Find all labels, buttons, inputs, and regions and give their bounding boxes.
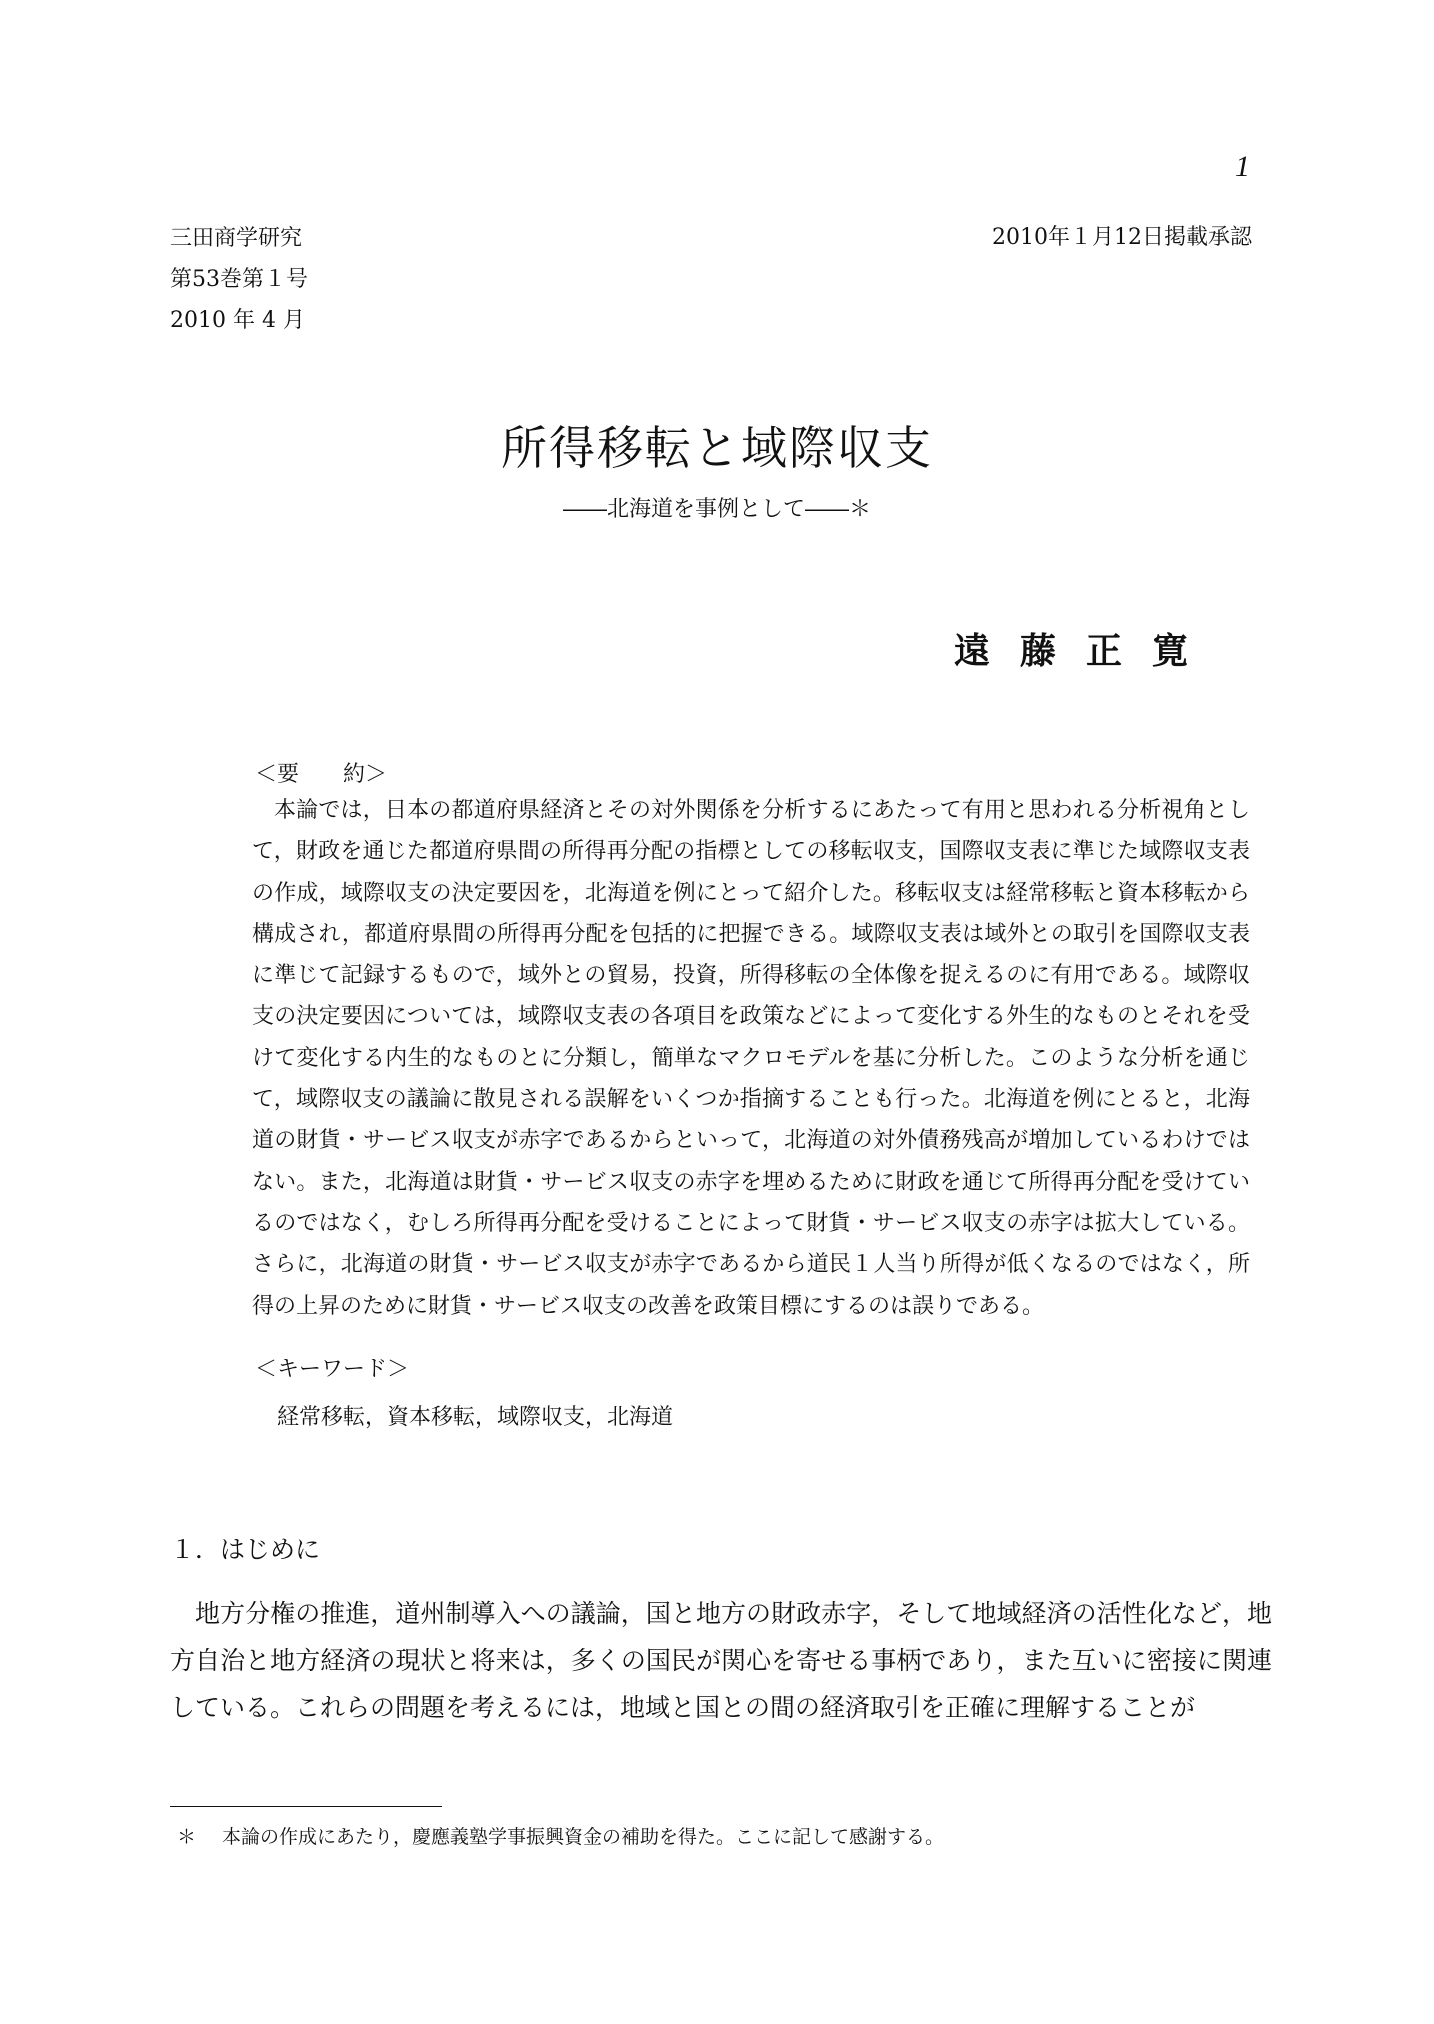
author-name: 遠藤正寛 xyxy=(953,630,1218,672)
abstract-body: 本論では，日本の都道府県経済とその対外関係を分析するにあたって有用と思われる分析視角として，財政を通じた都道府県間の所得再分配の指標としての移転収支，国際収支表に準じた域際収支表の作成，域際収支の決定要因を，北海道を例にとって紹介した。移転収支は経常移転と資本移転から構成され，都道府県間の所得再分配を包括的に把握できる。域際収支表は域外との取引を国際収支表に準じて記録するもので，域外との貿易，投資，所得移転の全体像を捉えるのに有用である。域際収支の決定要因については，域際収支表の各項目を政策などによって変化する外生的なものとそれを受けて変化する内生的なものとに分類し，簡単なマクロモデルを基に分析した。このような分析を通じて，域際収支の議論に散見される誤解をいくつか指摘することも行った。北海道を例にとると，北海道の財貨・サービス収支が赤字であるからといって，北海道の対外債務残高が増加しているわけではない。また，北海道は財貨・サービス収支の赤字を埋めるために財政を通じて所得再分配を受けているのではなく，むしろ所得再分配を受けることによって財貨・サービス収支の赤字は拡大している。さらに，北海道の財貨・サービス収支が赤字であるから道民１人当り所得が低くなるのではなく，所得の上昇のために財貨・サービス収支の改善を政策目標にするのは誤りである。 xyxy=(252,798,1250,1319)
abstract-heading: ＜要 約＞ xyxy=(255,762,388,787)
paper-subtitle: ――北海道を事例として――＊ xyxy=(562,497,871,522)
section-body: 地方分権の推進，道州制導入への議論，国と地方の財政赤字，そして地域経済の活性化など，地方自治と地方経済の現状と将来は，多くの国民が関心を寄せる事柄であり，また互いに密接に関連している。これらの問題を考えるには，地域と国との間の経済取引を正確に理解することが xyxy=(170,1599,1272,1722)
journal-info xyxy=(170,218,308,341)
section-heading: １．はじめに xyxy=(170,1535,321,1564)
footnote-divider xyxy=(170,1806,442,1807)
keywords-list: 経常移転，資本移転，域際収支，北海道 xyxy=(277,1405,674,1430)
paper-title: 所得移転と域際収支 xyxy=(501,421,933,475)
footnote xyxy=(177,1822,944,1849)
journal-volume: 第53巻第１号 xyxy=(170,267,308,292)
journal-name: 三田商学研究 xyxy=(170,226,303,251)
page-number: 1 xyxy=(1235,150,1250,183)
journal-date: 2010 年 4 月 xyxy=(170,308,305,333)
footnote-text: 本論の作成にあたり，慶應義塾学事振興資金の補助を得た。ここに記して感謝する。 xyxy=(222,1826,945,1848)
acceptance-date: 2010年１月12日掲載承認 xyxy=(992,225,1252,250)
footnote-mark: ＊ xyxy=(177,1826,197,1848)
keywords-heading: ＜キーワード＞ xyxy=(255,1357,410,1382)
